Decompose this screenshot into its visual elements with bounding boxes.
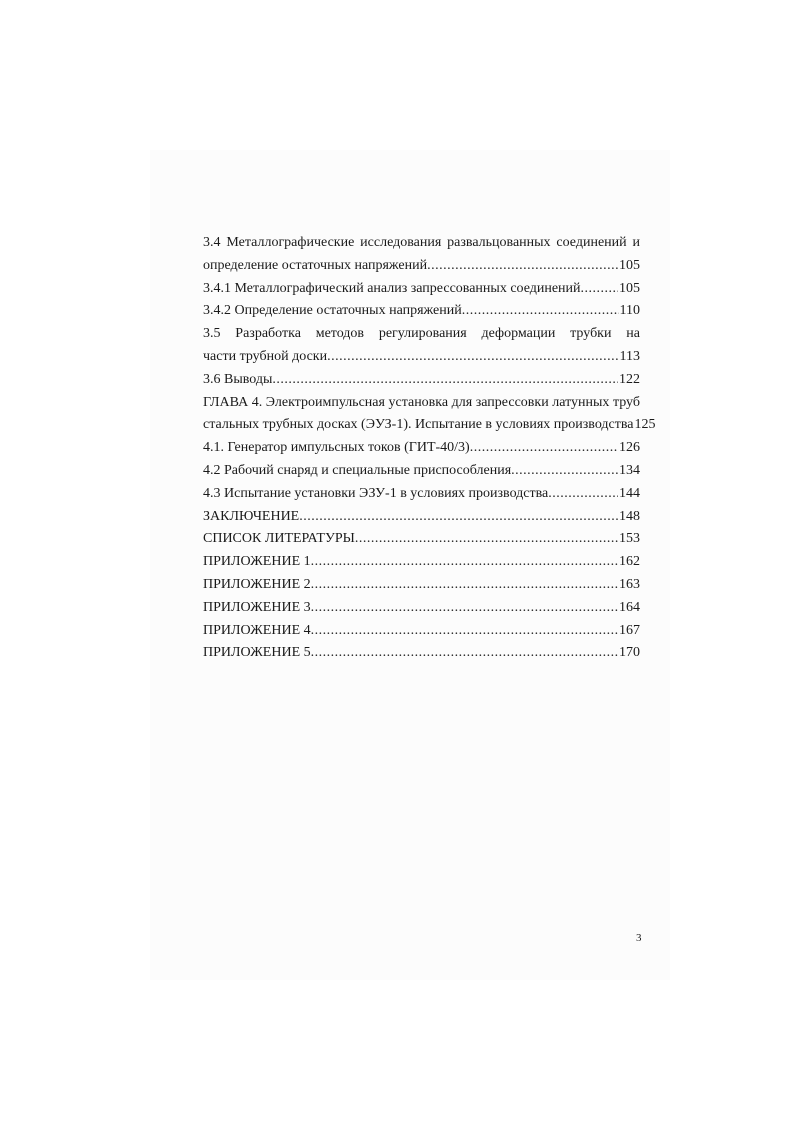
toc-entry[interactable] xyxy=(203,483,640,506)
toc-entry[interactable] xyxy=(203,620,640,643)
toc-entry-page: 148 xyxy=(619,508,640,524)
toc-entry[interactable] xyxy=(203,551,640,574)
toc-entry-title: 4.1. Генератор импульсных токов (ГИТ-40/3) xyxy=(203,440,470,456)
toc-entry-page: 144 xyxy=(619,485,640,501)
dot-leader xyxy=(327,346,618,369)
page-number: 3 xyxy=(636,932,642,944)
dot-leader xyxy=(427,255,618,278)
toc-entry-title: части трубной доски xyxy=(203,348,328,364)
toc-entry-line xyxy=(203,528,640,551)
toc-entry-title: 4.3 Испытание установки ЭЗУ-1 в условиях производства xyxy=(203,485,549,501)
toc-entry-title: 3.6 Выводы xyxy=(203,371,273,387)
toc-entry-page: 122 xyxy=(619,371,640,387)
toc-entry[interactable] xyxy=(203,597,640,620)
toc-entry-title: ПРИЛОЖЕНИЕ 2 xyxy=(203,576,311,592)
toc-entry-line xyxy=(203,574,640,597)
toc-entry-line xyxy=(203,551,640,574)
toc-entry[interactable] xyxy=(203,392,656,438)
toc-entry-line xyxy=(203,506,640,529)
toc-entry[interactable] xyxy=(203,460,640,483)
toc-entry[interactable] xyxy=(203,528,640,551)
dot-leader xyxy=(548,483,618,506)
toc-entry-line xyxy=(203,346,640,369)
toc-entry-page: 126 xyxy=(619,440,640,456)
toc-entry-page: 163 xyxy=(619,576,640,592)
toc-entry-page: 125 xyxy=(634,417,656,433)
dot-leader xyxy=(511,460,618,483)
toc-entry-title: ПРИЛОЖЕНИЕ 5 xyxy=(203,645,311,661)
toc-entry-title: 3.4.1 Металлографический анализ запрессованных соединений xyxy=(203,280,581,296)
toc-entry[interactable] xyxy=(203,232,640,278)
toc-entry-title-first-line: 3.5 Разработка методов регулирования деформации трубки на xyxy=(203,326,640,342)
toc-entry-line xyxy=(203,597,640,620)
dot-leader xyxy=(311,620,618,643)
toc-entry-line xyxy=(203,483,640,506)
toc-entry-title: определение остаточных напряжений xyxy=(203,257,428,273)
toc-entry-line xyxy=(203,255,640,278)
toc-entry-page: 164 xyxy=(619,599,640,615)
toc-entry[interactable] xyxy=(203,642,640,665)
table-of-contents xyxy=(203,232,656,665)
toc-entry-title-first-line: 3.4 Металлографические исследования развальцованных соединений и xyxy=(203,235,640,250)
dot-leader xyxy=(311,574,618,597)
toc-entry-page: 134 xyxy=(619,462,640,478)
toc-entry-title: 3.4.2 Определение остаточных напряжений xyxy=(203,303,462,319)
toc-entry[interactable] xyxy=(203,278,640,301)
toc-entry-title: 4.2 Рабочий снаряд и специальные приспособления xyxy=(203,462,512,478)
toc-entry-line xyxy=(203,437,640,460)
toc-entry-title: ПРИЛОЖЕНИЕ 1 xyxy=(203,554,311,570)
dot-leader xyxy=(470,437,618,460)
toc-entry[interactable] xyxy=(203,369,640,392)
toc-entry-title: ЗАКЛЮЧЕНИЕ xyxy=(203,508,300,524)
dot-leader xyxy=(355,528,618,551)
toc-entry-page: 153 xyxy=(619,531,640,547)
dot-leader xyxy=(311,597,618,620)
toc-entry[interactable] xyxy=(203,323,640,369)
toc-entry-line xyxy=(203,414,656,437)
toc-entry-line xyxy=(203,278,640,301)
toc-entry[interactable] xyxy=(203,437,640,460)
toc-entry-line xyxy=(203,620,640,643)
toc-entry[interactable] xyxy=(203,300,640,323)
toc-entry-page: 105 xyxy=(619,257,640,273)
toc-entry-page: 162 xyxy=(619,554,640,570)
toc-entry-page: 170 xyxy=(619,645,640,661)
toc-entry-page: 110 xyxy=(619,303,640,319)
dot-leader xyxy=(272,369,618,392)
toc-entry-title: СПИСОК ЛИТЕРАТУРЫ xyxy=(203,531,355,547)
dot-leader xyxy=(462,300,619,323)
toc-entry-title: ПРИЛОЖЕНИЕ 4 xyxy=(203,622,311,638)
toc-entry[interactable] xyxy=(203,574,640,597)
toc-entry-page: 113 xyxy=(619,348,640,364)
toc-entry-line xyxy=(203,460,640,483)
toc-entry-page: 105 xyxy=(619,280,640,296)
toc-entry-line xyxy=(203,300,640,323)
dot-leader xyxy=(311,642,618,665)
dot-leader xyxy=(581,278,618,301)
toc-entry-page: 167 xyxy=(619,622,640,638)
dot-leader xyxy=(311,551,618,574)
dot-leader xyxy=(299,506,618,529)
toc-entry-line xyxy=(203,642,640,665)
toc-entry-title: стальных трубных досках (ЭУЗ-1). Испытание в условиях производства xyxy=(203,417,634,433)
toc-entry-title-first-line: ГЛАВА 4. Электроимпульсная установка для запрессовки латунных труб xyxy=(203,394,640,410)
toc-entry[interactable] xyxy=(203,506,640,529)
toc-entry-title: ПРИЛОЖЕНИЕ 3 xyxy=(203,599,311,615)
toc-entry-line xyxy=(203,369,640,392)
